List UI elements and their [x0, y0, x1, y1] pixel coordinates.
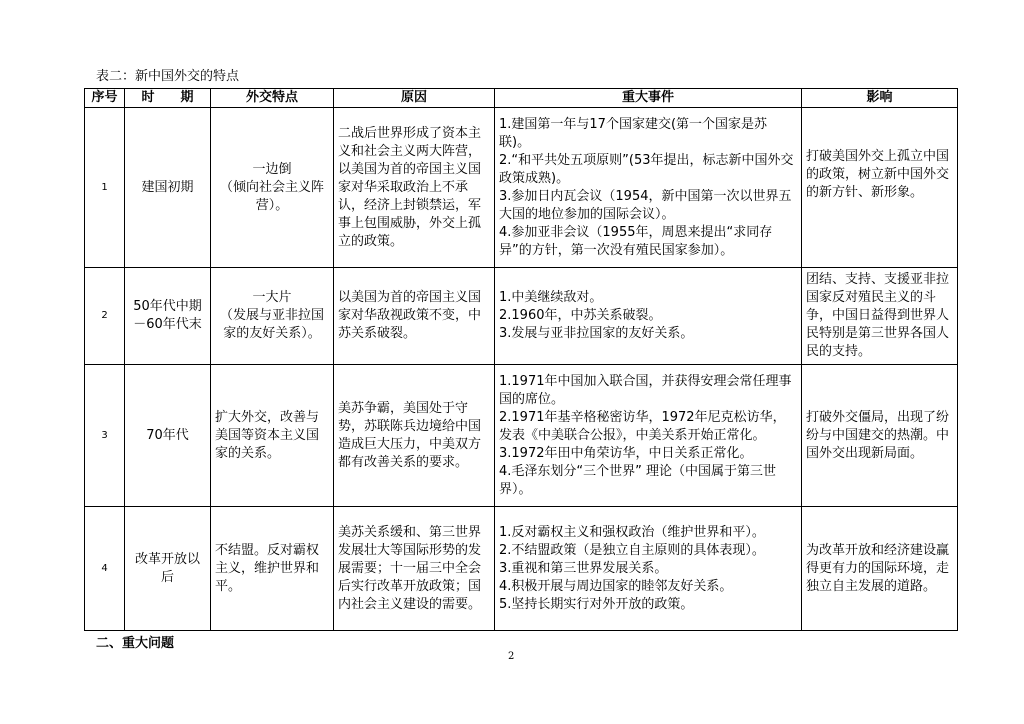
row-period: 建国初期: [125, 108, 211, 268]
row-number: 2: [85, 268, 125, 365]
row-feature: 扩大外交，改善与美国等资本主义国家的关系。: [211, 365, 334, 507]
header-row: [85, 89, 958, 108]
table-row: [85, 108, 958, 268]
header-number: 序号: [85, 89, 125, 108]
row-events: 1.反对霸权主义和强权政治（维护世界和平）。 2.不结盟政策（是独立自主原则的具体表现）。 3.重视和第三世界发展关系。 4.积极开展与周边国家的睦邻友好关系。 5.坚持长期实行对外开放的政策。: [495, 507, 802, 631]
row-reason: 二战后世界形成了资本主义和社会主义两大阵营，以美国为首的帝国主义国家对华采取政治上不承认，经济上封锁禁运，军事上包围威胁，外交上孤立的政策。: [334, 108, 495, 268]
row-impact: 为改革开放和经济建设赢得更有力的国际环境，走独立自主发展的道路。: [802, 507, 958, 631]
table-row: [85, 507, 958, 631]
section-title: 二、重大问题: [96, 636, 175, 651]
row-events: 1.中美继续敌对。 2.1960年，中苏关系破裂。 3.发展与亚非拉国家的友好关系。: [495, 268, 802, 365]
table-row: [85, 268, 958, 365]
row-period: 50年代中期－60年代末: [125, 268, 211, 365]
row-period: 70年代: [125, 365, 211, 507]
header-events: 重大事件: [495, 89, 802, 108]
row-feature: 一大片 （发展与亚非拉国家的友好关系）。: [211, 268, 334, 365]
row-events: 1.建国第一年与17个国家建交(第一个国家是苏联)。 2.“和平共处五项原则”(53年提出，标志新中国外交政策成熟)。 3.参加日内瓦会议（1954，新中国第一次以世界五大国的地位参加的国际会议）。 4.参加亚非会议（1955年，周恩来提出“求同存异”的方针，第一次没有殖民国家参加）。: [495, 108, 802, 268]
header-period: 时 期: [125, 89, 211, 108]
row-reason: 以美国为首的帝国主义国家对华敌视政策不变，中苏关系破裂。: [334, 268, 495, 365]
header-feature: 外交特点: [211, 89, 334, 108]
page-number: 2: [508, 651, 515, 662]
table-caption: 表二：新中国外交的特点: [96, 69, 240, 84]
row-feature: 一边倒 （倾向社会主义阵营）。: [211, 108, 334, 268]
row-number: 3: [85, 365, 125, 507]
row-number: 4: [85, 507, 125, 631]
row-impact: 团结、支持、支援亚非拉国家反对殖民主义的斗争，中国日益得到世界人民特别是第三世界各国人民的支持。: [802, 268, 958, 365]
header-reason: 原因: [334, 89, 495, 108]
row-feature: 不结盟。反对霸权主义，维护世界和平。: [211, 507, 334, 631]
foreign-policy-table: [84, 88, 958, 631]
table-row: [85, 365, 958, 507]
row-impact: 打破外交僵局，出现了纷纷与中国建交的热潮。中国外交出现新局面。: [802, 365, 958, 507]
row-events: 1.1971年中国加入联合国，并获得安理会常任理事国的席位。 2.1971年基辛格秘密访华，1972年尼克松访华，发表《中美联合公报》，中美关系开始正常化。 3.1972年田中角荣访华，中日关系正常化。 4.毛泽东划分“三个世界” 理论（中国属于第三世界）。: [495, 365, 802, 507]
row-number: 1: [85, 108, 125, 268]
header-impact: 影响: [802, 89, 958, 108]
row-reason: 美苏关系缓和、第三世界发展壮大等国际形势的发展需要；十一届三中全会后实行改革开放政策；国内社会主义建设的需要。: [334, 507, 495, 631]
row-reason: 美苏争霸，美国处于守势，苏联陈兵边境给中国造成巨大压力，中美双方都有改善关系的要求。: [334, 365, 495, 507]
row-impact: 打破美国外交上孤立中国的政策，树立新中国外交的新方针、新形象。: [802, 108, 958, 268]
row-period: 改革开放以后: [125, 507, 211, 631]
